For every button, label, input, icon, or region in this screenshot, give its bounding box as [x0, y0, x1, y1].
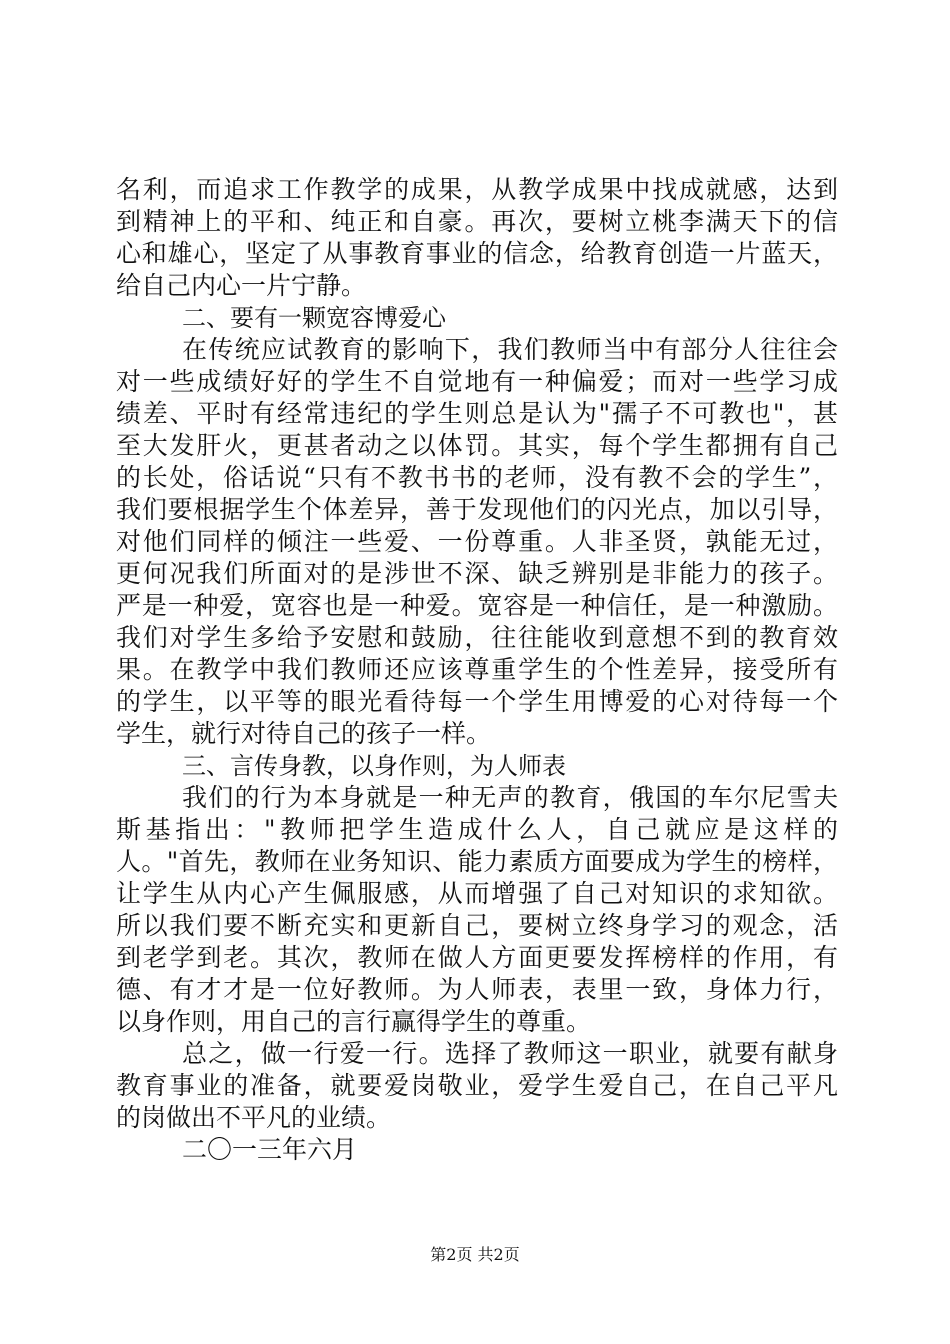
- paragraph-line: 在传统应试教育的影响下，我们教师当中有部分人往往会: [182, 335, 838, 364]
- paragraph-line: 名利，而追求工作教学的成果，从教学成果中找成就感，达到: [116, 175, 838, 204]
- paragraph-line: 果。在教学中我们教师还应该尊重学生的个性差异，接受所有: [116, 655, 838, 684]
- paragraph-line: 至大发肝火，更甚者动之以体罚。其实，每个学生都拥有自己: [116, 431, 838, 460]
- section-heading: 二、要有一颗宽容博爱心: [182, 304, 446, 332]
- paragraph-line: 的岗做出不平凡的业绩。: [116, 1103, 392, 1132]
- document-date: 二〇一三年六月: [182, 1135, 358, 1164]
- paragraph-line: 总之，做一行爱一行。选择了教师这一职业，就要有献身: [182, 1039, 838, 1068]
- paragraph-line: 严是一种爱，宽容也是一种爱。宽容是一种信任，是一种激励。: [116, 591, 838, 620]
- paragraph-line: 到老学到老。其次，教师在做人方面更要发挥榜样的作用，有: [116, 943, 838, 972]
- paragraph-line: 以身作则，用自己的言行赢得学生的尊重。: [116, 1007, 592, 1036]
- paragraph-line: 更何况我们所面对的是涉世不深、缺乏辨别是非能力的孩子。: [116, 559, 838, 588]
- paragraph-line: 的学生，以平等的眼光看待每一个学生用博爱的心对待每一个: [116, 687, 838, 716]
- section-heading: 三、言传身教，以身作则，为人师表: [182, 752, 566, 780]
- paragraph-line: 我们要根据学生个体差异，善于发现他们的闪光点，加以引导，: [116, 495, 838, 524]
- paragraph-line: 人。"首先，教师在业务知识、能力素质方面要成为学生的榜样，: [116, 847, 838, 876]
- paragraph-line: 教育事业的准备，就要爱岗敬业，爱学生爱自己，在自己平凡: [116, 1071, 838, 1100]
- paragraph-line: 德、有才才是一位好教师。为人师表，表里一致，身体力行，: [116, 975, 838, 1004]
- paragraph-line: 我们的行为本身就是一种无声的教育，俄国的车尔尼雪夫: [182, 783, 838, 812]
- paragraph-line: 学生，就行对待自己的孩子一样。: [116, 719, 492, 748]
- document-body: [116, 174, 838, 1166]
- paragraph-line: 让学生从内心产生佩服感，从而增强了自己对知识的求知欲。: [116, 879, 838, 908]
- paragraph-line: 对一些成绩好好的学生不自觉地有一种偏爱；而对一些学习成: [116, 367, 838, 396]
- paragraph-line: 绩差、平时有经常违纪的学生则总是认为"孺子不可教也"，甚: [116, 399, 838, 428]
- paragraph-line: 到精神上的平和、纯正和自豪。再次，要树立桃李满天下的信: [116, 207, 838, 236]
- paragraph-line: 斯基指出："教师把学生造成什么人，自己就应是这样的: [116, 815, 838, 844]
- paragraph-line: 对他们同样的倾注一些爱、一份尊重。人非圣贤，孰能无过，: [116, 527, 838, 556]
- paragraph-line: 所以我们要不断充实和更新自己，要树立终身学习的观念，活: [116, 911, 838, 940]
- paragraph-line: 的长处，俗话说“只有不教书书的老师，没有教不会的学生”，: [116, 463, 838, 492]
- paragraph-line: 心和雄心，坚定了从事教育事业的信念，给教育创造一片蓝天，: [116, 239, 838, 268]
- paragraph-line: 我们对学生多给予安慰和鼓励，往往能收到意想不到的教育效: [116, 623, 838, 652]
- paragraph-line: 给自己内心一片宁静。: [116, 271, 367, 300]
- page-footer: 第2页 共2页: [430, 1245, 520, 1264]
